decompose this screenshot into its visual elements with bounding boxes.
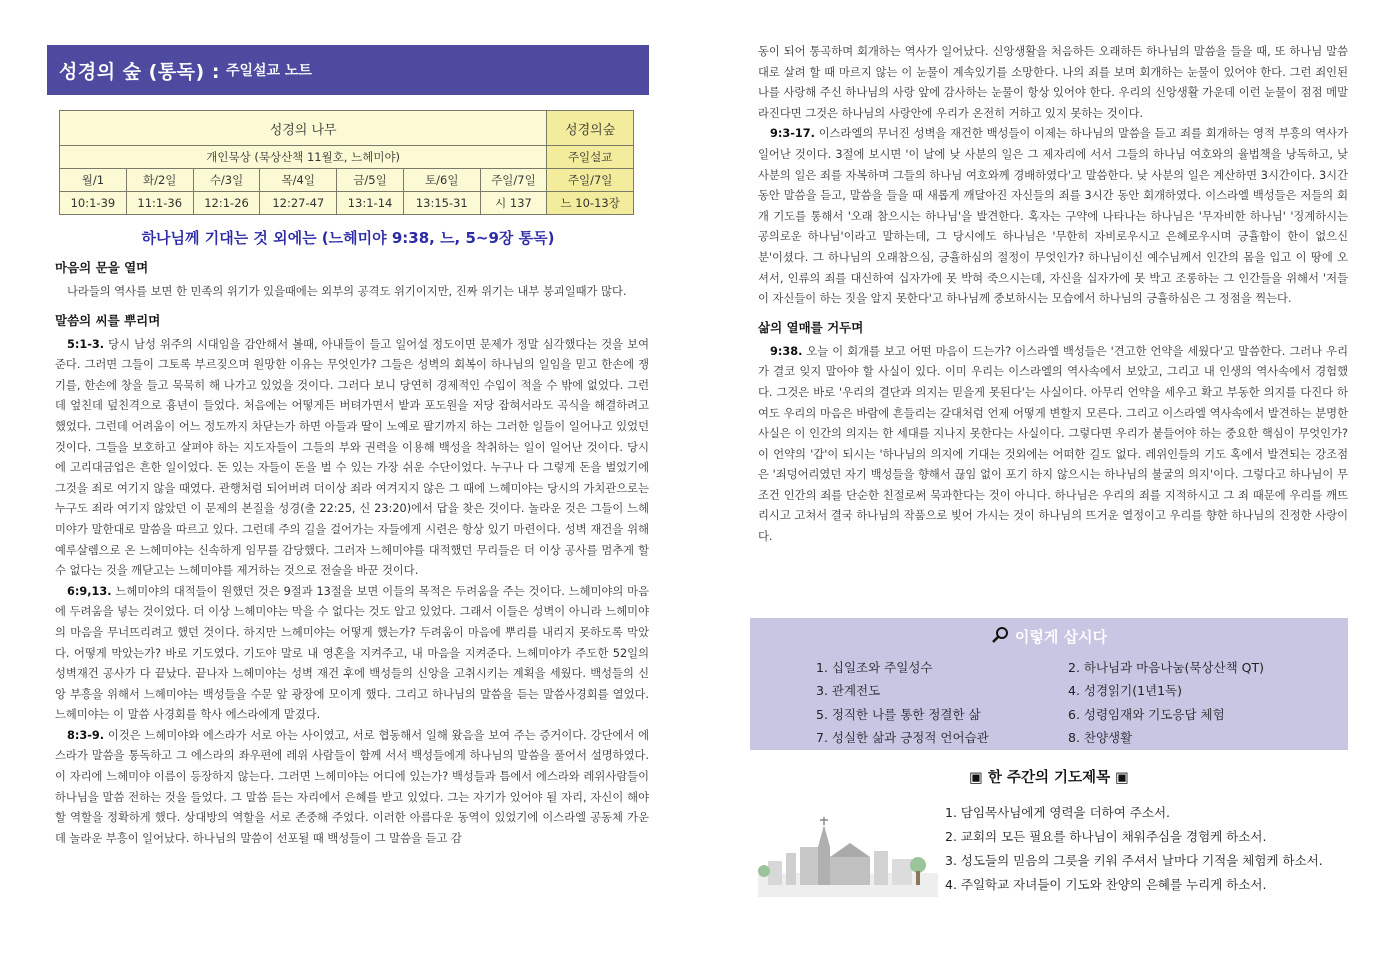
prayer-list	[945, 801, 1323, 897]
verse-ref: 6:9,13.	[67, 584, 112, 598]
paragraph-6-9	[55, 582, 649, 726]
magnifier-icon	[991, 626, 1009, 648]
verse-ref: 9:38.	[770, 344, 803, 358]
ref-cell: 12:27-47	[260, 192, 337, 215]
day-cell: 주일/7일	[480, 169, 547, 192]
list-item: 1. 십일조와 주일성수	[816, 659, 933, 675]
day-cell: 토/6일	[403, 169, 480, 192]
schedule-table	[59, 110, 634, 215]
ref-cell: 13:1-14	[337, 192, 404, 215]
church-illustration	[758, 817, 938, 897]
paragraph-9-38	[758, 342, 1348, 548]
list-item: 3. 성도들의 믿음의 그릇을 키워 주셔서 날마다 기적을 체험케 하소서.	[945, 852, 1323, 868]
section-open-title: 마음의 문을 열며	[55, 260, 149, 275]
section-seed-title: 말씀의 씨를 뿌리며	[55, 312, 161, 328]
prayer-section	[750, 787, 1348, 897]
paragraph-text: 이스라엘의 무너진 성벽을 재건한 백성들이 이제는 하나님의 말씀을 듣고 죄를 회개하는 영적 부흥의 역사가 일어난 것이다. 3절에 보시면 '이 날에 낮 사분의 일은 그 제자리에 서서 그들의 하나님 여호와의 율법책을 낭독하고, 낮 사분의 일은 죄를 자복하며 그들의 하나님 여호와께 경배하였다'고 말씀한다. 낮 사분의 일은 계산하면 3시간이다. 3시간 동안 말씀을 듣고, 말씀을 들을 때 새롭게 깨달아진 자신들의 죄를 3시간 동안 회개하였다. 이스라엘 백성들은 저들의 회개 기도를 통해서 '오래 참으시는 하나님'을 발견한다. 혹자는 구약에 나타나는 하나님은 '무자비한 하나님' '징계하시는 공의로운 하나님'이라고 말하는데, 그 당시에도 하나님은 '무한히 자비로우시고 은혜로우시며 긍휼함이 한이 없으신 분'이셨다. 그 하나님의 오래참으심, 긍휼하심의 절정이 무엇인가? 하나님이신 예수님께서 인간의 몸을 입고 이 땅에 오셔서, 인류의 죄를 대신하여 십자가에 못 박혀 죽으시는데, 자신을 십자가에 못 박고 조롱하는 그 인간들을 위해서 '저들이 자신들이 하는 짓을 알지 못한다'고 하나님께 중보하시는 모습에서 하나님의 긍휼하심은 그 정점을 찍는다.	[758, 127, 1348, 306]
schedule-sub-right: 주일설교	[547, 146, 634, 169]
verse-ref: 5:1-3.	[67, 337, 105, 351]
day-cell: 월/1	[60, 169, 127, 192]
paragraph-continued: 동이 되어 통곡하며 회개하는 역사가 일어났다. 신앙생활을 처음하든 오래하든 하나님의 말씀을 들을 때, 또 하나님 말씀대로 살려 할 때 마르지 않는 이 눈물이 계속있기를 소망한다. 나의 죄를 보며 회개하는 눈물이 있어야 한다. 그런 죄인된 나를 사랑해 주신 하나님의 사랑 앞에 감사하는 눈물이 항상 있어야 한다. 우리의 신앙생활 가운데 이런 눈물이 점점 메말라진다면 그것은 하나님의 사랑안에 우리가 온전히 거하고 있지 못하는 것이다.	[758, 45, 1348, 120]
square-bullet-icon: ▣	[969, 769, 983, 786]
schedule-top-left: 성경의 나무	[60, 111, 547, 146]
left-column	[47, 45, 649, 849]
schedule-top-right: 성경의숲	[547, 111, 634, 146]
list-item: 1. 담임목사님에게 영력을 더하여 주소서.	[945, 804, 1170, 820]
day-cell: 주일/7일	[547, 169, 634, 192]
sermon-title: 하나님께 기대는 것 외에는 (느헤미야 9:38, 느, 5~9장 통독)	[141, 229, 555, 247]
paragraph-9-3	[758, 124, 1348, 309]
schedule-sub-left: 개인묵상 (묵상산책 11월호, 느헤미야)	[60, 146, 547, 169]
ref-cell: 12:1-26	[193, 192, 260, 215]
ref-cell: 11:1-36	[126, 192, 193, 215]
live-list	[816, 656, 1348, 750]
live-box-header	[750, 618, 1348, 648]
paragraph-text: 이것은 느헤미야와 에스라가 서로 아는 사이였고, 서로 협동해서 일해 왔음을 보여 주는 증거이다. 강단에서 에스라가 말씀을 통독하고 그 에스라의 좌우편에 레위 사람들이 함께 서서 백성들에게 하나님의 말씀을 풀어서 설명하였다. 이 자리에 느헤미야 이름이 등장하지 않는다. 그러면 느헤미야는 어디에 있는가? 백성들과 틈에서 에스라와 레위사람들이 하나님을 말씀 전하는 것을 들었다. 그 말씀 듣는 자리에서 은혜를 받고 있었다. 그는 자기가 있어야 될 자리, 자신이 해야 할 역할을 정확하게 했다. 상대방의 역할을 서로 존중해 주었다. 이러한 아름다운 동역이 있었기에 이스라엘 공동체 가운데 놀라운 부흥이 일어났다. 하나님의 말씀이 선포될 때 백성들이 그 말씀을 듣고 감	[55, 728, 649, 845]
open-paragraph: 나라들의 역사를 보면 한 민족의 위기가 있을때에는 외부의 공격도 위기이지만, 진짜 위기는 내부 붕괴일때가 많다.	[67, 285, 627, 298]
prayer-title: 한 주간의 기도제목	[987, 769, 1111, 786]
list-item: 4. 성경읽기(1년1독)	[1068, 683, 1183, 699]
day-cell: 목/4일	[260, 169, 337, 192]
verse-ref: 9:3-17.	[770, 127, 815, 141]
day-cell: 화/2일	[126, 169, 193, 192]
header-subtitle: 주일설교 노트	[225, 63, 312, 79]
day-cell: 수/3일	[193, 169, 260, 192]
list-item: 8. 찬양생활	[1068, 730, 1133, 746]
paragraph-text: 느헤미야의 대적들이 원했던 것은 9절과 13절을 보면 이들의 목적은 두려움을 주는 것이다. 느헤미야의 마음에 두려움을 넣는 것이었다. 더 이상 느헤미야는 막을 수 없다는 것도 알고 있었다. 그래서 이들은 성벽이 아니라 느헤미야의 마음을 무너뜨리려고 했던 것이다. 하지만 느헤미야는 어떻게 했는가? 두려움이 마음에 뿌리를 내리지 못하도록 막았다. 어떻게 막았는가? 바로 기도였다. 기도야 말로 내 영혼을 지켜주고, 내 마음을 지켜준다. 느헤미야가 주도한 52일의 성벽재건 공사가 다 끝났다. 끝나자 느헤미야는 성벽 재건 후에 백성들의 신앙을 고취시키는 계획을 세웠다. 백성들의 신앙 부흥을 위해서 느헤미야는 백성들을 수문 앞 광장에 모이게 했다. 그리고 하나님의 말씀을 듣는 말씀사경회를 열었다. 느헤미야는 이 말씀 사경회를 학사 에스라에게 맡겼다.	[55, 584, 649, 722]
paragraph-8-3	[55, 726, 649, 850]
list-item: 6. 성령임재와 기도응답 체험	[1068, 706, 1225, 722]
paragraph-text: 당시 남성 위주의 시대임을 감안해서 볼때, 아내들이 들고 일어설 정도이면 문제가 정말 심각했다는 것을 보여준다. 그러면 그들이 그토록 부르짖으며 원망한 이유는 무엇인가? 그들은 성벽의 회복이 하나님의 일임을 믿고 한손에 쟁기를, 한손에 창을 들고 묵묵히 해 나가고 있었을 것이다. 그러다 보니 당연히 경제적인 수입이 적을 수 밖에 없었다. 그런데 엎친데 덮친격으로 흉년이 들었다. 처음에는 어떻게든 버텨가면서 밭과 포도원을 저당 잡혀서라도 곡식을 해결하려고 했었다. 그런데 어려움이 어느 정도까지 차닫는가 하면 아들과 딸이 노예로 팔기까지 하는 그러한 일들이 일어나고 있었던 것이다. 그들을 보호하고 살펴야 하는 지도자들이 그들의 부와 권력을 이용해 백성을 착취하는 일이 일어난 것이다. 당시에 고리대금업은 흔한 일이었다. 돈 있는 자들이 돈을 벌 수 있는 가장 쉬운 수단이었다. 누구나 다 그렇게 돈을 벌었기에 그것을 죄로 여기지 않을 때였다. 관행처럼 되어버려 더이상 죄라 여겨지지 않은 그 때에 느헤미야는 당시의 가치관으로는 누구도 죄라 여기지 않았던 이 문제의 본질을 성경(출 22:25, 신 23:20)에서 답을 찾은 것이다. 놀라운 것은 그들이 느헤미야가 말한대로 말씀을 따르고 있다. 그런데 주의 길을 걸어가는 자들에게 시련은 항상 있기 마련이다. 성벽 재건을 위해 예루살렘으로 온 느헤미야는 신속하게 임무를 감당했다. 그러자 느헤미야를 대적했던 무리들은 더 이상 공사를 멈추게 할 수 없다는 것을 깨닫고는 느헤미야를 제거하는 것으로 전술을 바꾼 것이다.	[55, 337, 649, 578]
list-item: 5. 정직한 나를 통한 정결한 삶	[816, 706, 981, 722]
paragraph-5-1	[55, 335, 649, 582]
ref-cell: 느 10-13장	[547, 192, 634, 215]
ref-cell: 10:1-39	[60, 192, 127, 215]
header-title: 성경의 숲 (통독) :	[59, 60, 220, 83]
list-item: 2. 교회의 모든 필요를 하나님이 채워주심을 경험케 하소서.	[945, 828, 1267, 844]
list-item: 4. 주일학교 자녀들이 기도와 찬양의 은혜를 누리게 하소서.	[945, 876, 1267, 892]
square-bullet-icon: ▣	[1115, 769, 1129, 786]
prayer-title-row	[750, 766, 1348, 787]
list-item: 7. 성실한 삶과 긍정적 언어습관	[816, 730, 989, 746]
live-box-title: 이렇게 삽시다	[1014, 628, 1108, 647]
header-banner	[47, 45, 649, 95]
section-fruit-title: 삶의 열매를 거두며	[758, 319, 864, 335]
live-box	[750, 618, 1348, 750]
list-item: 2. 하나님과 마음나눔(묵상산책 QT)	[1068, 659, 1264, 675]
list-item: 3. 관계전도	[816, 683, 881, 699]
ref-cell: 13:15-31	[403, 192, 480, 215]
verse-ref: 8:3-9.	[67, 728, 105, 742]
ref-cell: 시 137	[480, 192, 547, 215]
paragraph-text: 오늘 이 회개를 보고 어떤 마음이 드는가? 이스라엘 백성들은 '견고한 언약을 세웠다'고 말씀한다. 그러나 우리가 결코 잊지 말아야 할 사실이 있다. 이미 우리는 이스라엘의 역사속에서 보았고, 그리고 내 인생의 역사속에서 경험했다. 그것은 바로 '우리의 결단과 의지는 믿을게 못된다'는 사실이다. 아무리 언약을 세우고 확고 부동한 의지를 다진다 하여도 우리의 마음은 바람에 흔들리는 갈대처럼 언제 어떻게 변할지 모른다. 그리고 이스라엘 역사속에서 발견하는 분명한 사실은 이 인간의 의지는 한 세대를 지나지 못한다는 사실이다. 그렇다면 우리가 붙들어야 하는 중요한 핵심이 무엇인가? 이 언약의 '갑'이 되시는 '하나님의 의지에 기대는 것외에는 어떠한 길도 없다. 레위인들의 기도 혹에서 발견되는 강조점은 '죄덩어리였던 자기 백성들을 향해서 끊임 없이 포기 하지 않으시는 하나님의 불굴의 의지'이다. 그렇다고 하나님이 무조건 인간의 죄를 단순한 친절로써 묵과한다는 것이 아니다. 하나님은 우리의 죄를 지적하시고 그 죄 때문에 우리를 깨뜨리시고 고쳐서 결국 하나님의 작품으로 빚어 가시는 것이 하나님의 뜨거운 열정이고 우리를 향한 하나님의 진정한 사랑이다.	[758, 344, 1348, 544]
day-cell: 금/5일	[337, 169, 404, 192]
right-column	[750, 42, 1348, 897]
